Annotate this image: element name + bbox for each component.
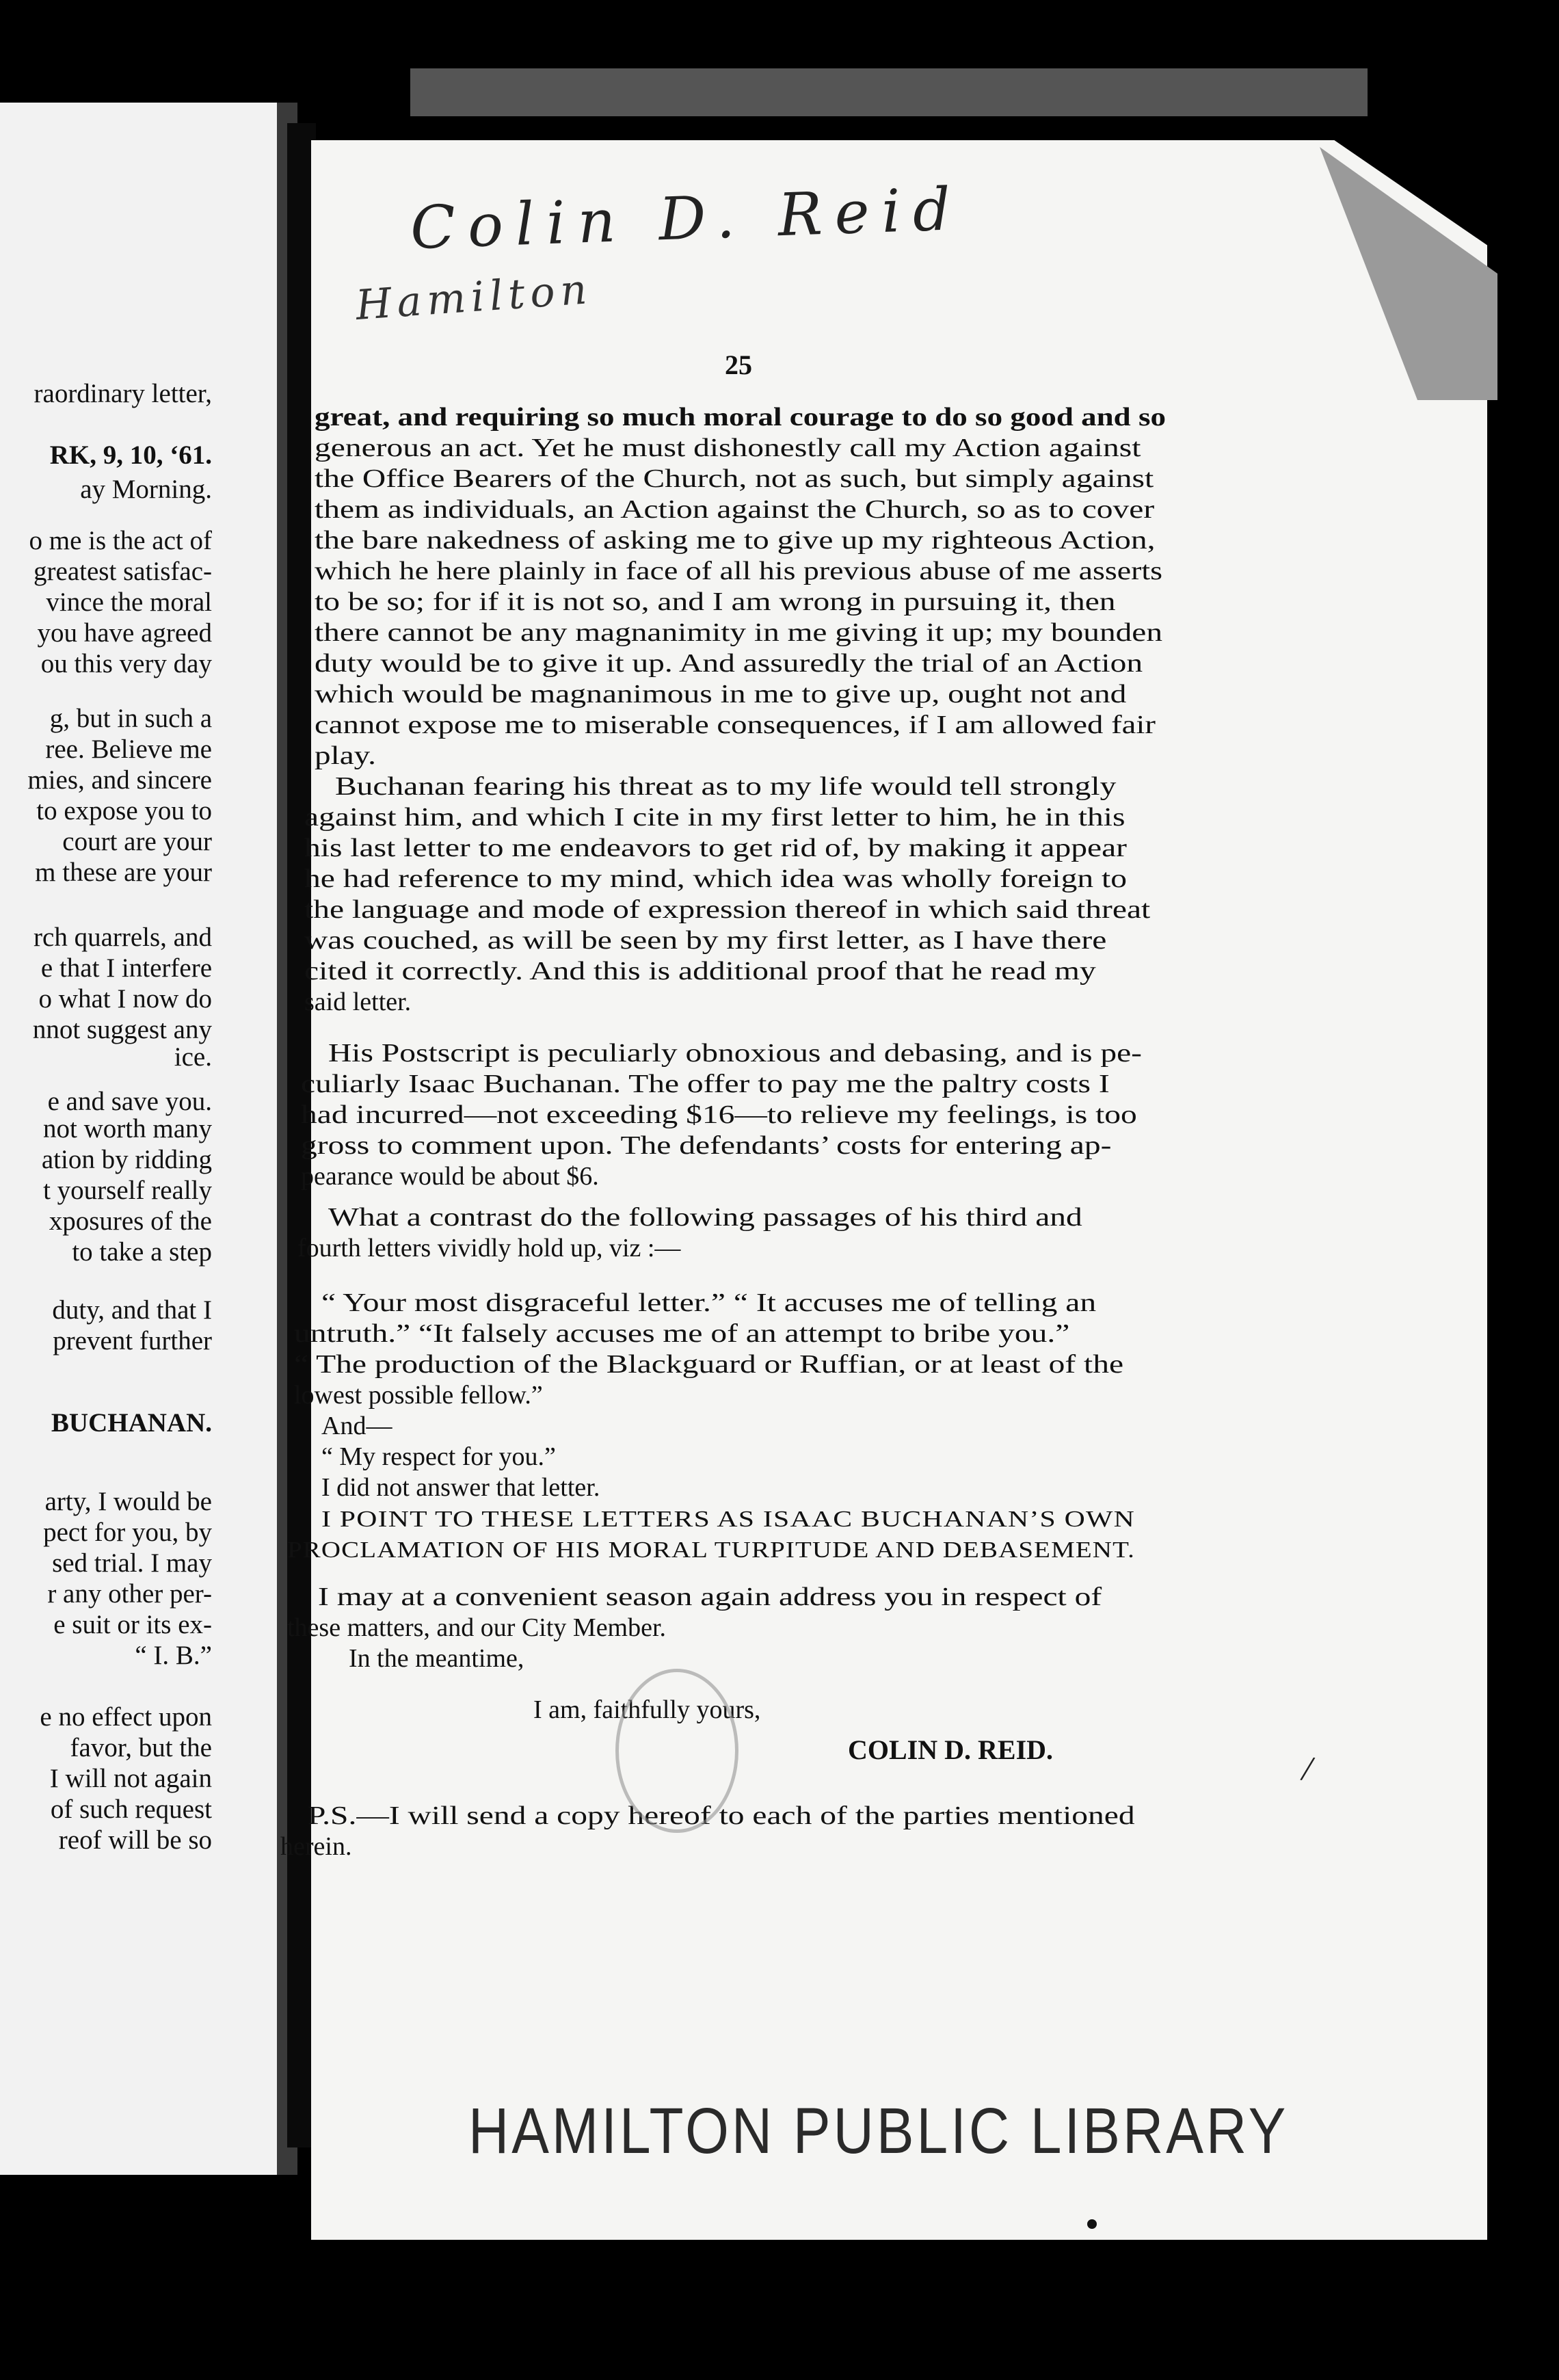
handwritten-place: Hamilton [354,265,594,330]
facing-page-line: ice. [174,1042,212,1072]
facing-page-line: g, but in such a [49,704,212,733]
facing-page-line: court are your [62,827,212,856]
facing-page-line: xposures of the [49,1206,212,1236]
body-line: I POINT TO THESE LETTERS AS ISAAC BUCHANAN’S OWN [321,1507,1135,1532]
facing-page-line: favor, but the [70,1733,212,1762]
facing-page-line: sed trial. I may [52,1548,212,1578]
facing-page-line: e that I interfere [40,953,212,983]
body-line: these matters, and our City Member. [287,1613,667,1642]
facing-page-line: m these are your [35,858,212,887]
signature: COLIN D. REID. [848,1734,1054,1765]
body-line: cannot expose me to miserable consequences, if I am allowed fair [315,711,1156,739]
body-line: which would be magnanimous in me to give up, ought not and [315,680,1127,709]
ink-dot [1087,2219,1097,2229]
body-line: duty would be to give it up. And assuredly the trial of an Action [315,649,1143,678]
body-line: there cannot be any magnanimity in me giving it up; my bounden [315,618,1162,647]
facing-page-line: r any other per- [47,1579,212,1609]
body-line: herein. [280,1832,352,1861]
body-line: His Postscript is peculiarly obnoxious and debasing, and is pe- [328,1039,1142,1068]
facing-page-line: of such request [50,1795,212,1824]
facing-page-line: BUCHANAN. [51,1408,212,1438]
facing-page-line: raordinary letter, [34,379,212,408]
body-line: fourth letters vividly hold up, viz :— [297,1234,681,1262]
facing-page-line: you have agreed [37,618,212,648]
facing-page-line: t yourself really [43,1176,212,1205]
facing-page-line: o me is the act of [29,526,212,555]
facing-page-line: arty, I would be [44,1487,212,1516]
facing-page-line: ou this very day [40,649,212,678]
body-line: I am, faithfully yours, [533,1695,761,1724]
body-line: PROCLAMATION OF HIS MORAL TURPITUDE AND DEBASEMENT. [287,1537,1135,1563]
body-line: And— [321,1412,392,1440]
body-line: the language and mode of expression thereof in which said threat [304,895,1151,924]
facing-page-line: ation by ridding [41,1145,212,1174]
body-line: P.S.—I will send a copy hereof to each of the parties mentioned [308,1801,1135,1830]
facing-page-line: to take a step [72,1237,212,1267]
library-stamp: HAMILTON PUBLIC LIBRARY [468,2095,1289,2167]
facing-page-line: vince the moral [46,587,212,617]
facing-page-line: e no effect upon [40,1702,212,1732]
facing-page-line: I will not again [49,1764,212,1793]
ink-stain [615,1669,738,1833]
body-line: was couched, as will be seen by my first letter, as I have there [304,926,1107,955]
facing-page-line: “ I. B.” [135,1641,212,1670]
body-line: “ The production of the Blackguard or Ruffian, or at least of the [294,1350,1124,1379]
body-line: which he here plainly in face of all his previous abuse of me asserts [315,557,1162,585]
body-line: I may at a convenient season again address you in respect of [318,1583,1102,1611]
body-line: the bare nakedness of asking me to give up my righteous Action, [315,526,1156,555]
body-line: had incurred—not exceeding $16—to relieve my feelings, is too [301,1100,1137,1129]
body-line: play. [315,741,376,770]
facing-page-line: rch quarrels, and [34,923,212,952]
body-line: them as individuals, an Action against the Church, so as to cover [315,495,1155,524]
body-line: culiarly Isaac Buchanan. The offer to pay me the paltry costs I [301,1070,1110,1098]
body-line: generous an act. Yet he must dishonestly call my Action against [315,434,1141,462]
facing-page-line: ree. Believe me [45,735,212,764]
facing-page-line: e suit or its ex- [53,1610,212,1639]
facing-page-line: RK, 9, 10, ‘61. [49,440,212,470]
handwritten-name: Colin D. Reid [409,174,964,263]
facing-page-line: nnot suggest any [32,1015,212,1044]
body-line: against him, and which I cite in my first letter to him, he in this [304,803,1125,832]
facing-page-line: prevent further [53,1326,212,1356]
body-line: his last letter to me endeavors to get rid of, by making it appear [304,834,1128,862]
facing-page-line: o what I now do [38,984,212,1014]
facing-page-line: mies, and sincere [27,765,212,795]
body-line: to be so; for if it is not so, and I am wrong in pursuing it, then [315,587,1116,616]
body-line: pearance would be about $6. [301,1162,599,1191]
facing-page-line: pect for you, by [43,1518,212,1547]
facing-page [0,103,287,2175]
scan-edge-strip [410,68,1368,116]
facing-page-line: reof will be so [58,1825,212,1855]
facing-page-line: ay Morning. [80,475,212,504]
body-line: Buchanan fearing his threat as to my life would tell strongly [335,772,1117,801]
body-line: “ My respect for you.” [321,1442,556,1471]
facing-page-line: duty, and that I [52,1295,212,1325]
body-line: the Office Bearers of the Church, not as such, but simply against [315,464,1154,493]
body-line: gross to comment upon. The defendants’ costs for entering ap- [301,1131,1112,1160]
margin-mark: / [1298,1747,1318,1790]
body-line: In the meantime, [349,1644,524,1673]
body-line: great, and requiring so much moral courage to do so good and so [315,403,1166,432]
body-line: I did not answer that letter. [321,1473,600,1502]
body-line: he had reference to my mind, which idea was wholly foreign to [304,864,1127,893]
facing-page-line: not worth many [43,1114,212,1143]
body-line: What a contrast do the following passages of his third and [328,1203,1082,1232]
facing-page-line: greatest satisfac- [34,557,212,586]
body-line: cited it correctly. And this is additional proof that he read my [304,957,1096,986]
body-line: lowest possible fellow.” [294,1381,543,1410]
page-number: 25 [725,349,752,380]
facing-page-line: to expose you to [36,796,212,825]
body-line: untruth.” “It falsely accuses me of an attempt to bribe you.” [294,1319,1070,1348]
body-line: said letter. [304,988,412,1016]
facing-page-line: e and save you. [47,1087,212,1116]
body-line: “ Your most disgraceful letter.” “ It accuses me of telling an [321,1288,1097,1317]
